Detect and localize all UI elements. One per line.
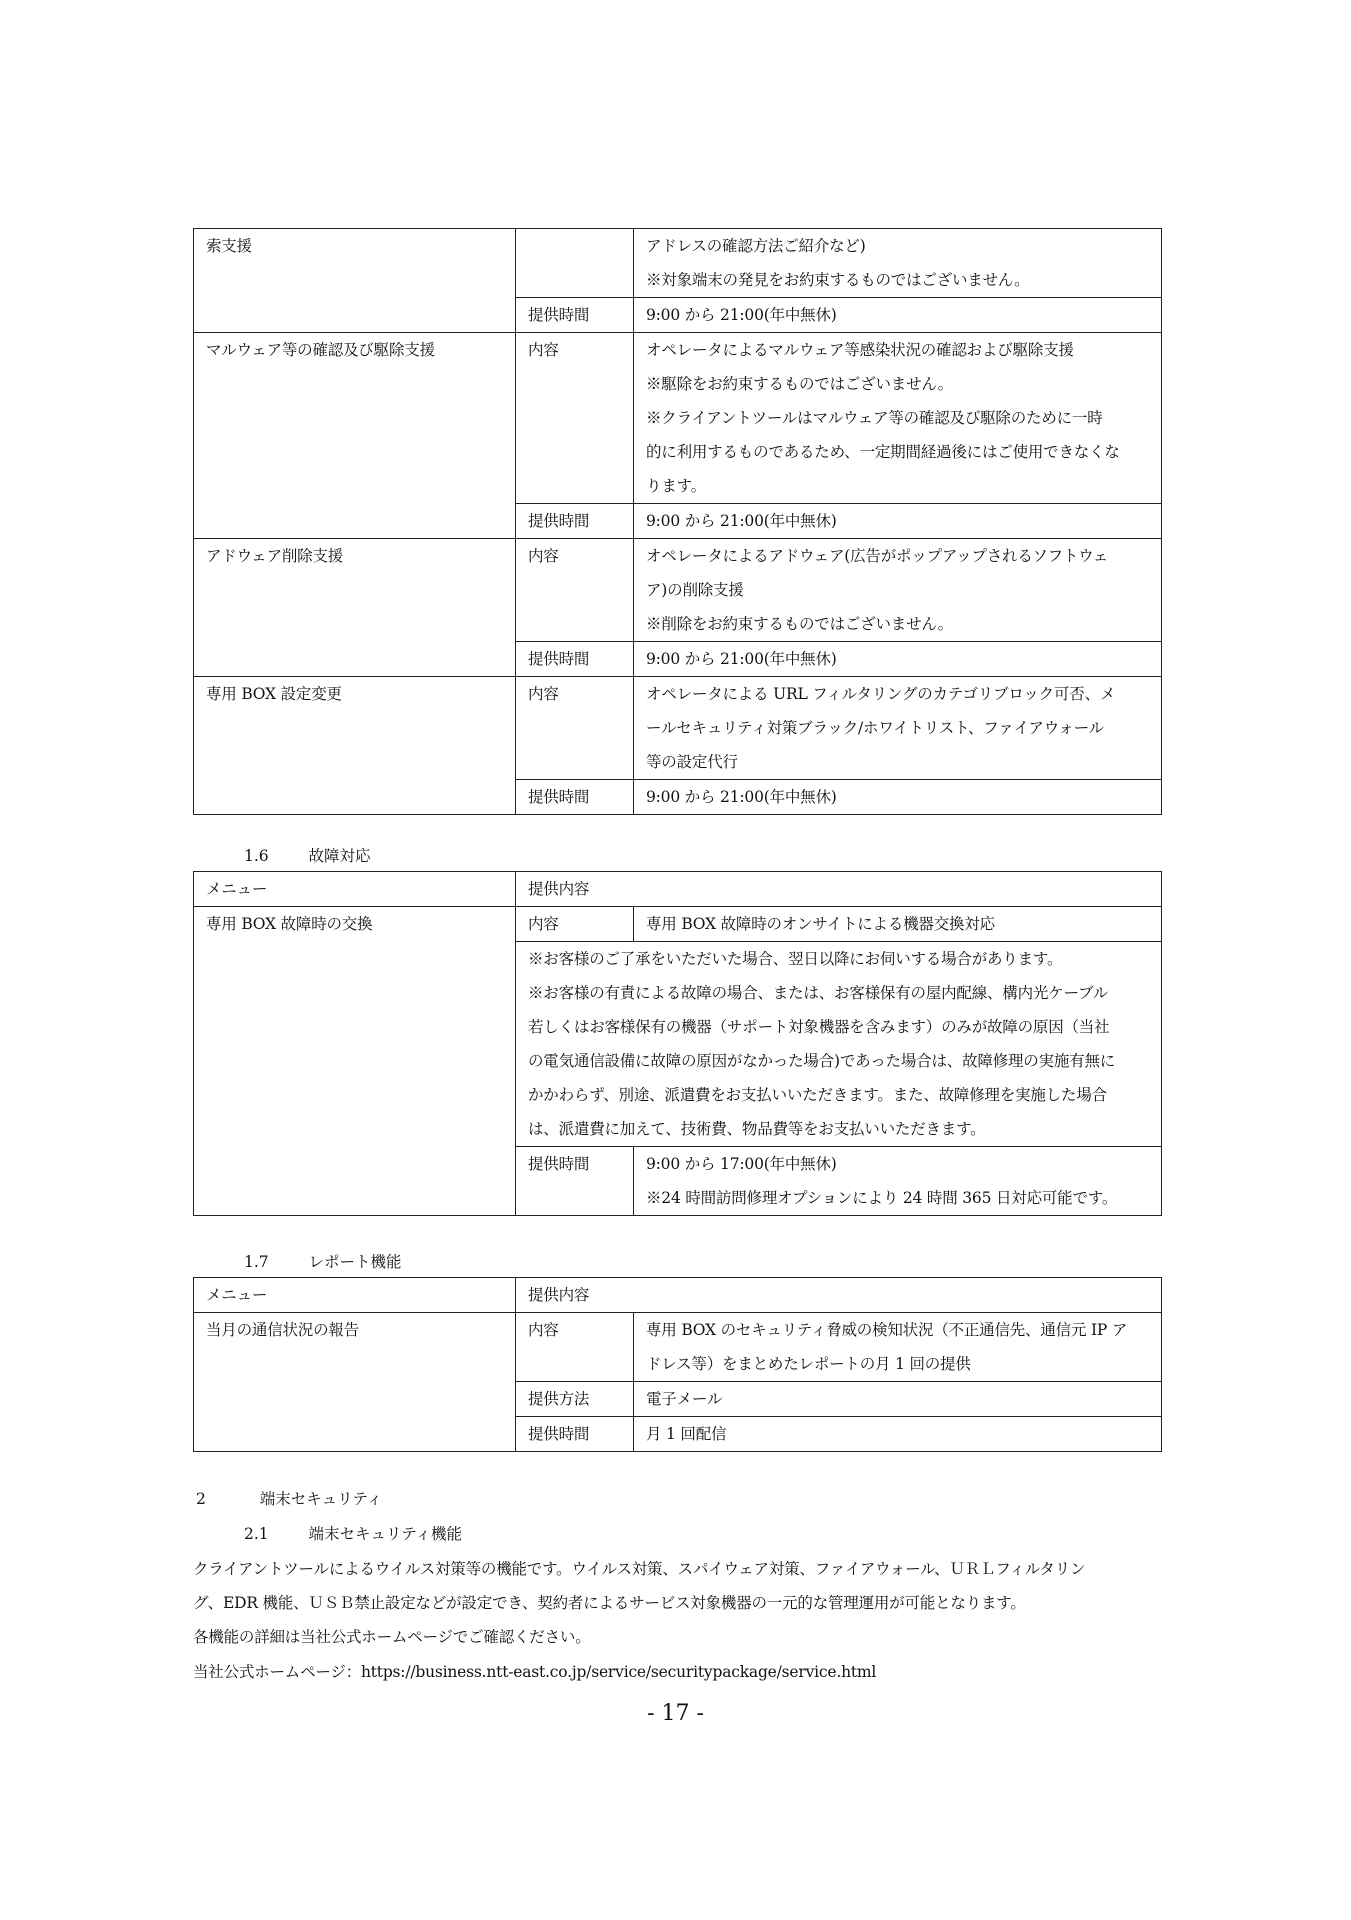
table-row: [194, 907, 1162, 942]
label-cell: 内容: [516, 539, 634, 642]
content-cell: 月 1 回配信: [634, 1417, 1162, 1452]
section-title: 故障対応: [308, 847, 371, 865]
section-title: 端末セキュリティ機能: [308, 1525, 462, 1543]
homepage-url-line: 当社公式ホームページ：https://business.ntt-east.co.jp/service/securitypackage/service.html: [193, 1663, 877, 1681]
label-cell: 内容: [516, 1313, 634, 1382]
table-header-row: [194, 1278, 1162, 1313]
label-cell: [516, 229, 634, 298]
page-number: - 17 -: [647, 1701, 704, 1726]
table-row: [194, 539, 1162, 642]
section-heading-2: [196, 1489, 382, 1509]
label-cell: 提供時間: [516, 780, 634, 815]
content-cell: 9:00 から 21:00(年中無休): [634, 504, 1162, 539]
table-row: [194, 229, 1162, 298]
section-number: 1.6: [244, 847, 269, 865]
section-heading-1-6: [244, 846, 371, 866]
content-cell: 9:00 から 21:00(年中無休): [634, 780, 1162, 815]
menu-cell: 専用 BOX 故障時の交換: [194, 907, 516, 1216]
header-provided: 提供内容: [516, 872, 1162, 907]
table-header-row: [194, 872, 1162, 907]
table-row: [194, 1313, 1162, 1382]
menu-cell: アドウェア削除支援: [194, 539, 516, 677]
section-title: 端末セキュリティ: [259, 1490, 383, 1508]
failure-table: [193, 871, 1162, 1216]
label-cell: 提供時間: [516, 298, 634, 333]
menu-cell: 当月の通信状況の報告: [194, 1313, 516, 1452]
label-cell: 内容: [516, 677, 634, 780]
body-line: 各機能の詳細は当社公式ホームページでご確認ください。: [193, 1628, 591, 1646]
report-table: [193, 1277, 1162, 1452]
menu-cell: 専用 BOX 設定変更: [194, 677, 516, 815]
content-cell: 9:00 から 17:00(年中無休) ※24 時間訪問修理オプションにより 24 時間 365 日対応可能です。: [634, 1147, 1162, 1216]
content-cell: 専用 BOX 故障時のオンサイトによる機器交換対応: [634, 907, 1162, 942]
body-line: グ、EDR 機能、ＵＳＢ禁止設定などが設定でき、契約者によるサービス対象機器の一元的な管理運用が可能となります。: [193, 1594, 1026, 1612]
label-cell: 提供方法: [516, 1382, 634, 1417]
menu-cell: 索支援: [194, 229, 516, 333]
content-cell: オペレータによるアドウェア(広告がポップアップされるソフトウェ ア)の削除支援 ※削除をお約束するものではございません。: [634, 539, 1162, 642]
label-cell: 内容: [516, 907, 634, 942]
section-number: 2: [196, 1490, 206, 1508]
section-number: 2.1: [244, 1525, 269, 1543]
header-provided: 提供内容: [516, 1278, 1162, 1313]
content-cell: アドレスの確認方法ご紹介など) ※対象端末の発見をお約束するものではございません。: [634, 229, 1162, 298]
label-cell: 提供時間: [516, 1147, 634, 1216]
section-heading-2-1: [244, 1524, 462, 1544]
section-heading-1-7: [244, 1252, 402, 1272]
label-cell: 提供時間: [516, 1417, 634, 1452]
label-cell: 提供時間: [516, 504, 634, 539]
support-table: [193, 228, 1162, 815]
notes-cell: ※お客様のご了承をいただいた場合、翌日以降にお伺いする場合があります。 ※お客様の有責による故障の場合、または、お客様保有の屋内配線、構内光ケーブル 若しくはお客様保有の機器（サポート対象機器を含みます）のみが故障の原因（当社 の電気通信設備に故障の原因がなかった場合)であった場合は、故障修理の実施有無に かかわらず、別途、派遣費をお支払いいただきます。また、故障修理を実施した場合 は、派遣費に加えて、技術費、物品費等をお支払いいただきます。: [516, 942, 1162, 1147]
content-cell: オペレータによる URL フィルタリングのカテゴリブロック可否、メ ールセキュリティ対策ブラック/ホワイトリスト、ファイアウォール 等の設定代行: [634, 677, 1162, 780]
label-cell: 提供時間: [516, 642, 634, 677]
content-cell: 9:00 から 21:00(年中無休): [634, 642, 1162, 677]
content-cell: 専用 BOX のセキュリティ脅威の検知状況（不正通信先、通信元 IP ア ドレス等）をまとめたレポートの月 1 回の提供: [634, 1313, 1162, 1382]
header-menu: メニュー: [194, 1278, 516, 1313]
content-cell: 9:00 から 21:00(年中無休): [634, 298, 1162, 333]
section-number: 1.7: [244, 1253, 269, 1271]
menu-cell: マルウェア等の確認及び駆除支援: [194, 333, 516, 539]
section-title: レポート機能: [308, 1253, 402, 1271]
body-line: クライアントツールによるウイルス対策等の機能です。ウイルス対策、スパイウェア対策、ファイアウォール、ＵＲＬフィルタリン: [193, 1560, 1086, 1578]
header-menu: メニュー: [194, 872, 516, 907]
content-cell: 電子メール: [634, 1382, 1162, 1417]
content-cell: オペレータによるマルウェア等感染状況の確認および駆除支援 ※駆除をお約束するものではございません。 ※クライアントツールはマルウェア等の確認及び駆除のために一時 的に利用するものであるため、一定期間経過後にはご使用できなくな ります。: [634, 333, 1162, 504]
label-cell: 内容: [516, 333, 634, 504]
table-row: [194, 333, 1162, 504]
table-row: [194, 677, 1162, 780]
